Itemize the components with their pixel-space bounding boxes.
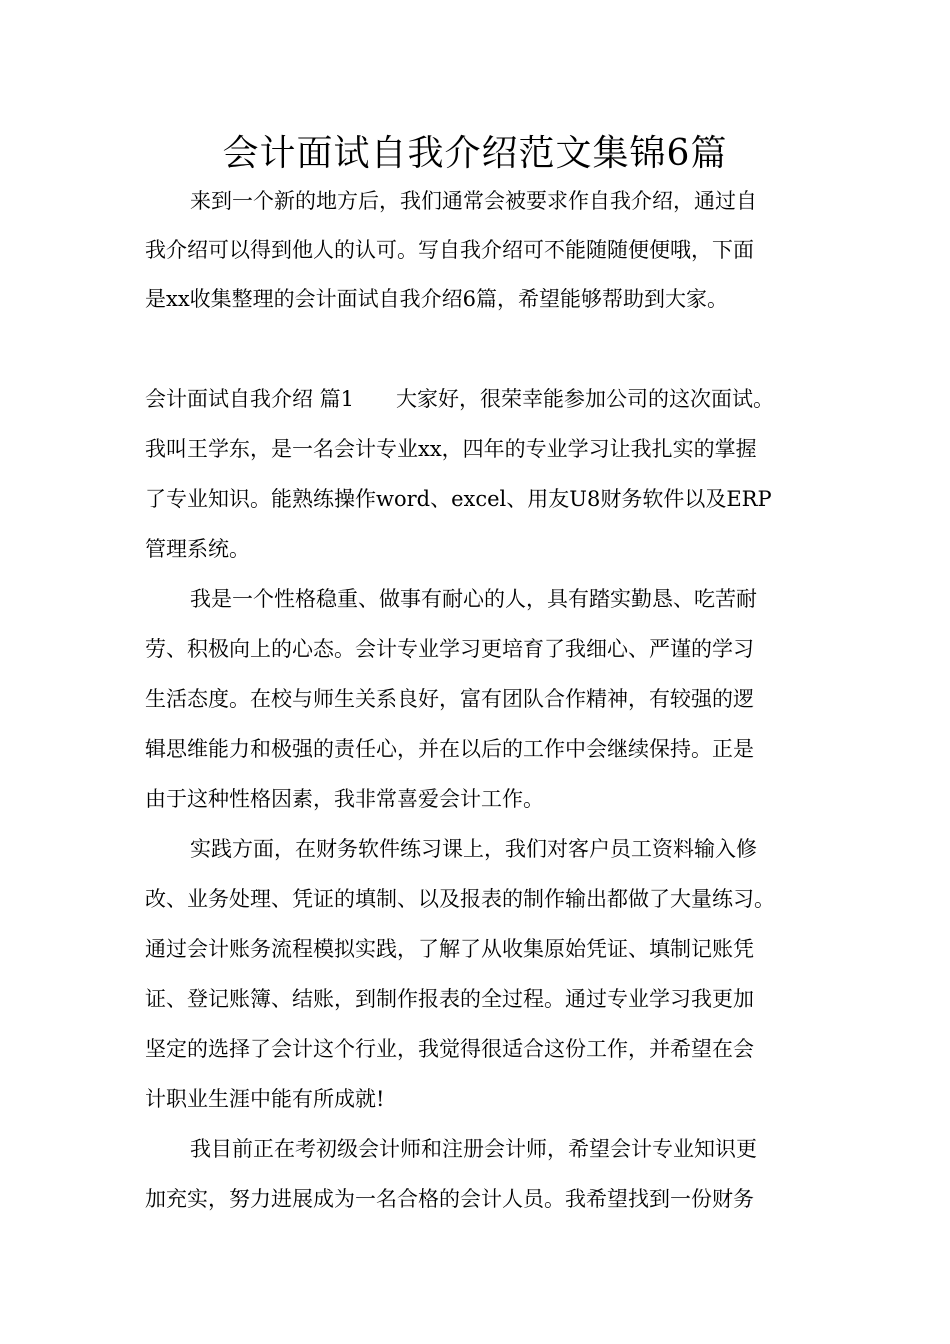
text-line: 生活态度。在校与师生关系良好，富有团队合作精神，有较强的逻: [145, 687, 754, 711]
section-heading-line: 会计面试自我介绍 篇1 大家好，很荣幸能参加公司的这次面试。: [145, 387, 775, 411]
text-line: 证、登记账簿、结账，到制作报表的全过程。通过专业学习我更加: [145, 987, 754, 1011]
text-line: 我叫王学东，是一名会计专业xx，四年的专业学习让我扎实的掌握: [145, 437, 757, 461]
text-line: 由于这种性格因素，我非常喜爱会计工作。: [145, 787, 544, 811]
text-line: 是xx收集整理的会计面试自我介绍6篇，希望能够帮助到大家。: [145, 287, 729, 311]
text-line: 了专业知识。能熟练操作word、excel、用友U8财务软件以及ERP: [145, 487, 772, 511]
text-line: 实践方面，在财务软件练习课上，我们对客户员工资料输入修: [190, 837, 757, 861]
text-line: 来到一个新的地方后，我们通常会被要求作自我介绍，通过自: [190, 189, 757, 213]
text-line: 计职业生涯中能有所成就!: [145, 1087, 385, 1111]
text-line: 我是一个性格稳重、做事有耐心的人，具有踏实勤恳、吃苦耐: [190, 587, 757, 611]
text-line: 管理系统。: [145, 537, 250, 561]
text-line: 通过会计账务流程模拟实践，了解了从收集原始凭证、填制记账凭: [145, 937, 754, 961]
text-line: 劳、积极向上的心态。会计专业学习更培育了我细心、严谨的学习: [145, 637, 754, 661]
text-line: 我介绍可以得到他人的认可。写自我介绍可不能随随便便哦，下面: [145, 238, 754, 262]
text-line: 坚定的选择了会计这个行业，我觉得很适合这份工作，并希望在会: [145, 1037, 754, 1061]
document-title: 会计面试自我介绍范文集锦6篇: [222, 133, 728, 174]
text-line: 加充实，努力进展成为一名合格的会计人员。我希望找到一份财务: [145, 1187, 754, 1211]
text-line: 辑思维能力和极强的责任心，并在以后的工作中会继续保持。正是: [145, 737, 754, 761]
text-line: 改、业务处理、凭证的填制、以及报表的制作输出都做了大量练习。: [145, 887, 775, 911]
text-line: 我目前正在考初级会计师和注册会计师，希望会计专业知识更: [190, 1137, 757, 1161]
